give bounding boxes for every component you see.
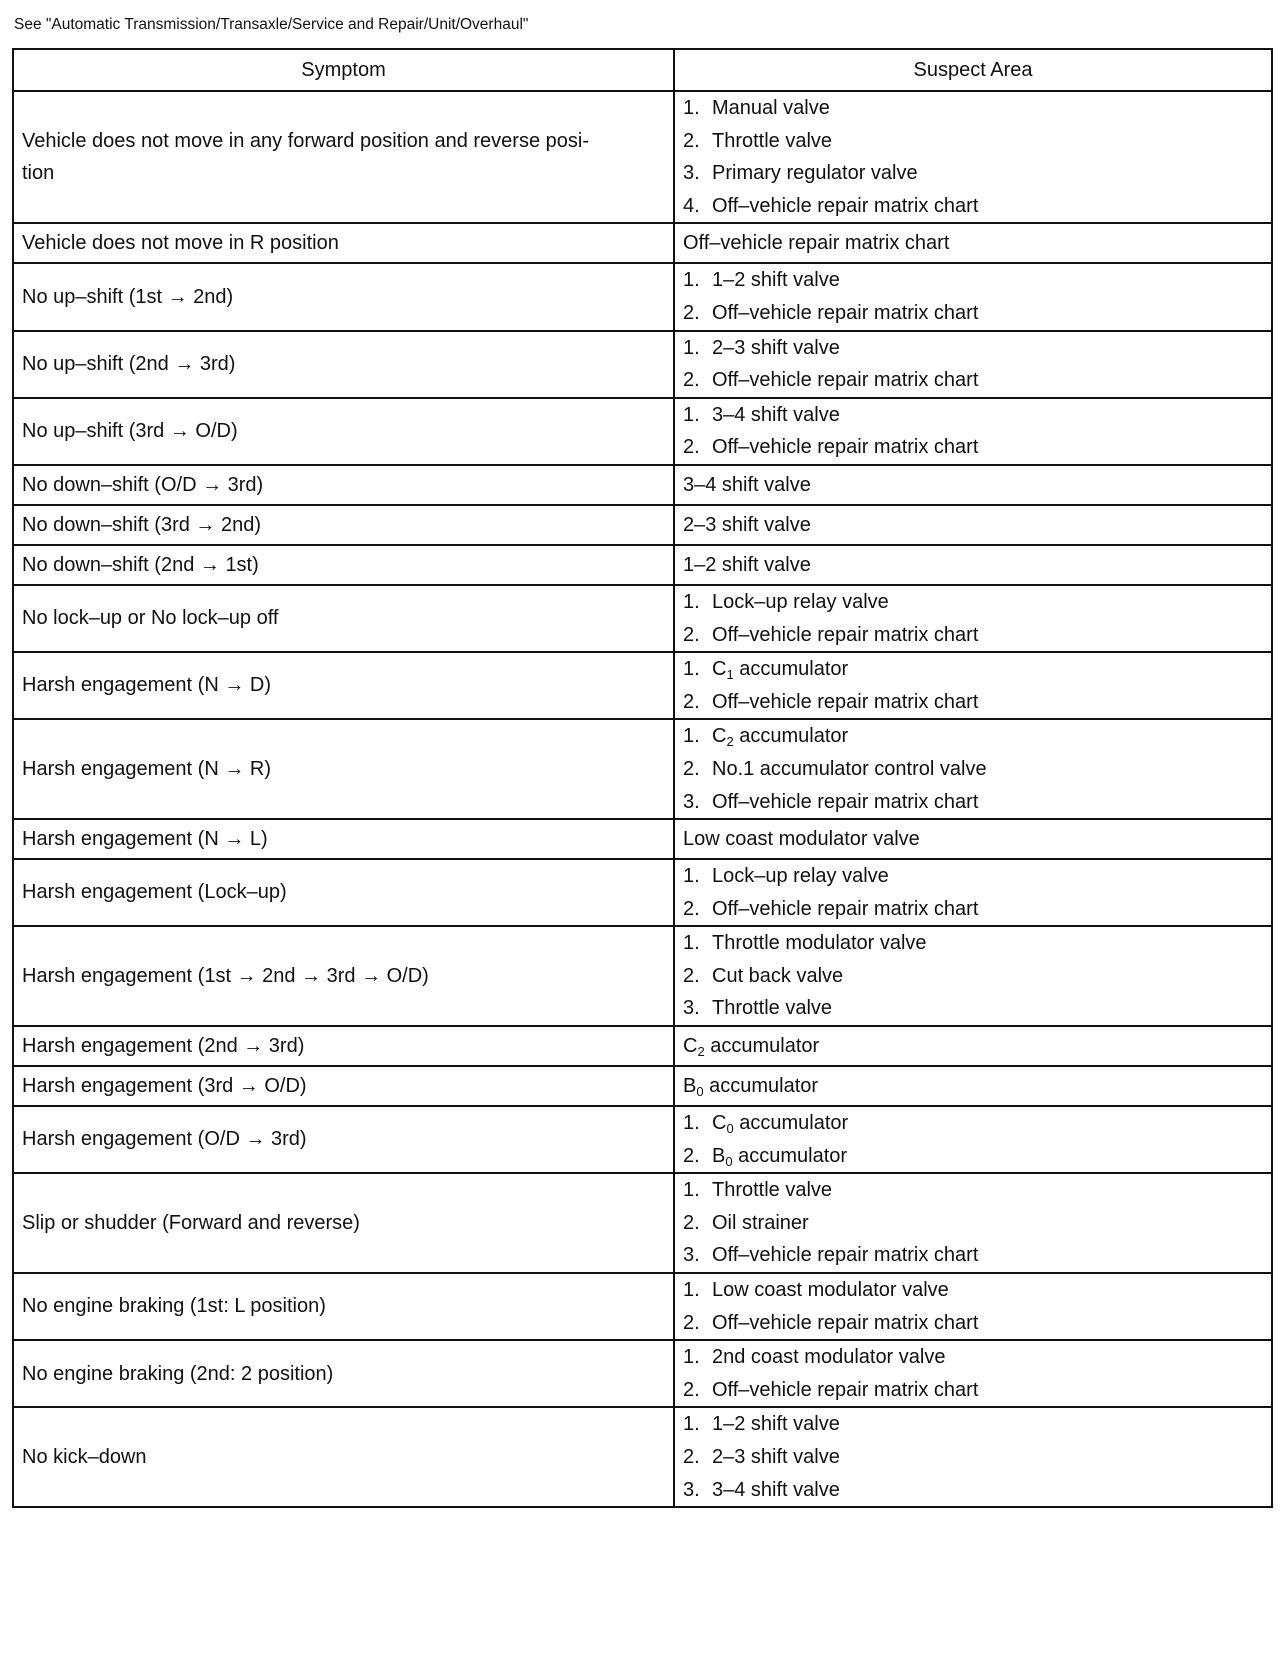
- suspect-area-item: 1. $C_0$ accumulator: [683, 1112, 849, 1137]
- header-suspect-area: Suspect Area: [674, 49, 1272, 91]
- suspect-area-item: 2–3 shift valve: [683, 513, 811, 536]
- suspect-area-cell: [674, 819, 1272, 859]
- symptom-cell: [13, 1026, 674, 1066]
- symptom-text: No down–shift (2nd → 1st): [22, 553, 259, 576]
- suspect-area-cell: [674, 1340, 1272, 1407]
- suspect-area-item: 2. Off–vehicle repair matrix chart: [683, 369, 979, 392]
- table-row: [13, 545, 1272, 585]
- symptom-text: No up–shift (1st → 2nd): [22, 285, 234, 308]
- table-row: [13, 465, 1272, 505]
- suspect-area-item: 3. Primary regulator valve: [683, 162, 918, 185]
- suspect-area-list: [683, 586, 1263, 651]
- suspect-area-list: [683, 264, 1263, 329]
- symptom-text: Harsh engagement (1st → 2nd → 3rd → O/D): [22, 964, 429, 987]
- suspect-area-list: [683, 1341, 1263, 1406]
- symptom-text: Harsh engagement (N → R): [22, 757, 271, 780]
- table-row: [13, 398, 1272, 465]
- suspect-area-cell: [674, 1066, 1272, 1106]
- suspect-area-cell: [674, 505, 1272, 545]
- suspect-area-item: 2. Off–vehicle repair matrix chart: [683, 1311, 979, 1334]
- suspect-area-cell: [674, 263, 1272, 330]
- table-body: [13, 91, 1272, 1507]
- suspect-area-cell: [674, 1273, 1272, 1340]
- suspect-area-list: [683, 927, 1263, 1025]
- symptom-cell: [13, 1173, 674, 1273]
- symptom-cell: [13, 585, 674, 652]
- symptom-cell: [13, 1340, 674, 1407]
- table-row: [13, 819, 1272, 859]
- suspect-area-cell: [674, 585, 1272, 652]
- suspect-area-item: 1. 3–4 shift valve: [683, 403, 840, 426]
- table-row: [13, 1407, 1272, 1507]
- table-row: [13, 585, 1272, 652]
- suspect-area-item: 2. Off–vehicle repair matrix chart: [683, 1378, 979, 1401]
- symptom-cell: [13, 926, 674, 1026]
- suspect-area-item: $C_2$ accumulator: [683, 1034, 820, 1059]
- suspect-area-cell: [674, 91, 1272, 223]
- symptom-text: Harsh engagement (N → L): [22, 827, 268, 850]
- table-row: [13, 505, 1272, 545]
- symptom-cell: [13, 859, 674, 926]
- symptom-suspect-table: [12, 48, 1273, 1508]
- suspect-area-item: 1–2 shift valve: [683, 553, 811, 576]
- symptom-cell: [13, 719, 674, 819]
- suspect-area-item: 2. Off–vehicle repair matrix chart: [683, 436, 979, 459]
- symptom-text: Harsh engagement (2nd → 3rd): [22, 1034, 305, 1057]
- suspect-area-cell: [674, 1407, 1272, 1507]
- suspect-area-list: [683, 1174, 1263, 1272]
- table-row: [13, 331, 1272, 398]
- suspect-area-item: 2. 2–3 shift valve: [683, 1446, 840, 1468]
- suspect-area-list: [683, 509, 1263, 542]
- symptom-cell: [13, 819, 674, 859]
- table-row: [13, 1106, 1272, 1173]
- suspect-area-item: 2. Throttle valve: [683, 129, 833, 152]
- symptom-text: No lock–up or No lock–up off: [22, 607, 279, 630]
- table-row: [13, 1026, 1272, 1066]
- suspect-area-cell: [674, 545, 1272, 585]
- suspect-area-item: 1. 1–2 shift valve: [683, 269, 840, 292]
- symptom-text: No up–shift (2nd → 3rd): [22, 352, 236, 375]
- table-row: [13, 1066, 1272, 1106]
- suspect-area-list: [683, 469, 1263, 502]
- table-row: [13, 926, 1272, 1026]
- symptom-text: Harsh engagement (N → D): [22, 674, 271, 697]
- symptom-text: Harsh engagement (O/D → 3rd): [22, 1128, 307, 1151]
- symptom-text: No down–shift (3rd → 2nd): [22, 513, 262, 536]
- suspect-area-list: [683, 332, 1263, 397]
- suspect-area-item: 1. Throttle modulator valve: [683, 932, 927, 955]
- suspect-area-list: [683, 227, 1263, 260]
- suspect-area-item: 2. No.1 accumulator control valve: [683, 757, 987, 780]
- symptom-cell: [13, 1273, 674, 1340]
- symptom-text: No kick–down: [22, 1446, 147, 1468]
- suspect-area-item: 1. Low coast modulator valve: [683, 1279, 949, 1302]
- suspect-area-list: [683, 1030, 1263, 1063]
- suspect-area-list: [683, 720, 1263, 818]
- section-reference-caption: See "Automatic Transmission/Transaxle/Service and Repair/Unit/Overhaul": [14, 16, 529, 33]
- suspect-area-item: 2. Off–vehicle repair matrix chart: [683, 897, 979, 920]
- suspect-area-item: Off–vehicle repair matrix chart: [683, 232, 950, 255]
- suspect-area-cell: [674, 398, 1272, 465]
- suspect-area-cell: [674, 465, 1272, 505]
- symptom-cell: [13, 331, 674, 398]
- suspect-area-list: [683, 399, 1263, 464]
- suspect-area-item: 1. $C_1$ accumulator: [683, 658, 849, 683]
- suspect-area-item: Low coast modulator valve: [683, 827, 920, 850]
- suspect-area-cell: [674, 331, 1272, 398]
- symptom-text: No down–shift (O/D → 3rd): [22, 473, 264, 496]
- suspect-area-list: [683, 549, 1263, 582]
- table-row: [13, 859, 1272, 926]
- suspect-area-list: [683, 1408, 1263, 1506]
- suspect-area-item: 1. Lock–up relay valve: [683, 590, 889, 613]
- table-header-row: [13, 49, 1272, 91]
- suspect-area-item: 3. 3–4 shift valve: [683, 1478, 840, 1501]
- suspect-area-cell: [674, 719, 1272, 819]
- suspect-area-cell: [674, 926, 1272, 1026]
- suspect-area-list: [683, 1070, 1263, 1103]
- suspect-area-item: 2. Off–vehicle repair matrix chart: [683, 690, 979, 713]
- suspect-area-list: [683, 92, 1263, 222]
- suspect-area-list: [683, 823, 1263, 856]
- suspect-area-item: 1. Lock–up relay valve: [683, 865, 889, 888]
- symptom-cell: [13, 91, 674, 223]
- symptom-text: Harsh engagement (3rd → O/D): [22, 1074, 307, 1097]
- symptom-cell: [13, 1106, 674, 1173]
- symptom-text: Vehicle does not move in any forward position and reverse posi- tion: [22, 129, 589, 185]
- symptom-text: No engine braking (2nd: 2 position): [22, 1362, 334, 1385]
- suspect-area-cell: [674, 223, 1272, 263]
- table-row: [13, 263, 1272, 330]
- suspect-area-item: 1. 2–3 shift valve: [683, 336, 840, 359]
- suspect-area-item: 2. Off–vehicle repair matrix chart: [683, 301, 979, 324]
- suspect-area-item: 2. Cut back valve: [683, 964, 844, 987]
- symptom-cell: [13, 398, 674, 465]
- symptom-text: No up–shift (3rd → O/D): [22, 420, 238, 443]
- symptom-cell: [13, 223, 674, 263]
- symptom-text: Harsh engagement (Lock–up): [22, 881, 287, 904]
- suspect-area-cell: [674, 1106, 1272, 1173]
- symptom-cell: [13, 263, 674, 330]
- suspect-area-item: 1. 1–2 shift valve: [683, 1413, 840, 1436]
- table-row: [13, 719, 1272, 819]
- symptom-text: Vehicle does not move in R position: [22, 232, 339, 255]
- suspect-area-cell: [674, 1026, 1272, 1066]
- suspect-area-item: $B_0$ accumulator: [683, 1074, 819, 1099]
- table-row: [13, 1340, 1272, 1407]
- table-row: [13, 652, 1272, 719]
- suspect-area-list: [683, 860, 1263, 925]
- symptom-text: Slip or shudder (Forward and reverse): [22, 1211, 360, 1234]
- table-row: [13, 223, 1272, 263]
- symptom-cell: [13, 1407, 674, 1507]
- table-row: [13, 91, 1272, 223]
- symptom-cell: [13, 652, 674, 719]
- suspect-area-item: 1. $C_2$ accumulator: [683, 725, 849, 750]
- header-symptom: Symptom: [13, 49, 674, 91]
- suspect-area-item: 2. $B_0$ accumulator: [683, 1144, 848, 1169]
- suspect-area-item: 2. Off–vehicle repair matrix chart: [683, 623, 979, 646]
- suspect-area-item: 1. Manual valve: [683, 97, 830, 119]
- suspect-area-item: 3. Throttle valve: [683, 997, 833, 1020]
- suspect-area-item: 4. Off–vehicle repair matrix chart: [683, 194, 979, 217]
- symptom-text: No engine braking (1st: L position): [22, 1295, 326, 1318]
- symptom-cell: [13, 505, 674, 545]
- suspect-area-cell: [674, 1173, 1272, 1273]
- suspect-area-list: [683, 1274, 1263, 1339]
- table-row: [13, 1173, 1272, 1273]
- suspect-area-item: 2. Oil strainer: [683, 1211, 809, 1234]
- suspect-area-item: 1. Throttle valve: [683, 1179, 833, 1202]
- suspect-area-item: 3. Off–vehicle repair matrix chart: [683, 790, 979, 813]
- suspect-area-cell: [674, 652, 1272, 719]
- suspect-area-item: 3–4 shift valve: [683, 473, 811, 496]
- suspect-area-list: [683, 1107, 1263, 1172]
- symptom-cell: [13, 465, 674, 505]
- table-row: [13, 1273, 1272, 1340]
- symptom-cell: [13, 545, 674, 585]
- suspect-area-item: 1. 2nd coast modulator valve: [683, 1346, 946, 1369]
- symptom-cell: [13, 1066, 674, 1106]
- suspect-area-cell: [674, 859, 1272, 926]
- suspect-area-item: 3. Off–vehicle repair matrix chart: [683, 1244, 979, 1267]
- suspect-area-list: [683, 653, 1263, 718]
